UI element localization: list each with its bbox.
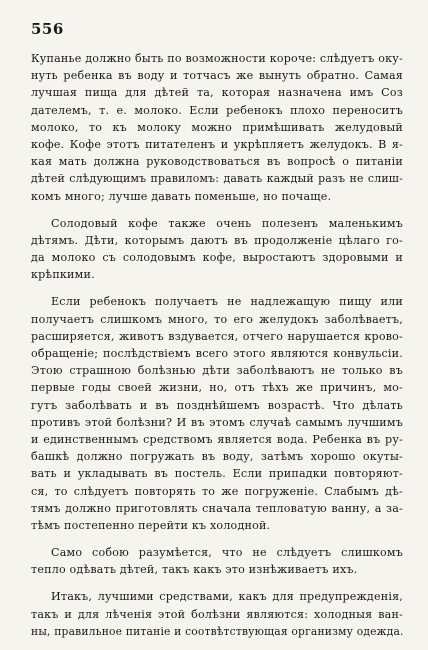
text-line: первые годы своей жизни, но, отъ тѣхъ же причинъ, мо- <box>31 381 403 395</box>
text-line: молоко, то къ молоку можно примѣшивать желудовый <box>31 120 403 134</box>
text-line: дѣтей слѣдующимъ правиломъ: давать каждый разъ не слиш- <box>31 172 403 186</box>
text-line: лучшая пища для дѣтей та, которая назначена имъ Соз <box>31 86 403 100</box>
text-line: нуть ребенка въ воду и тотчасъ же вынуть обратно. Самая <box>31 69 403 83</box>
text-line: башкѣ должно погружать въ воду, затѣмъ хорошо окуты- <box>31 450 403 464</box>
paragraph <box>31 50 403 205</box>
page-body <box>31 50 403 640</box>
text-line: вать и укладывать въ постель. Если припадки повторяют- <box>31 467 403 481</box>
text-line: тѣмъ постепенно перейти къ холодной. <box>31 518 271 532</box>
text-line: ся, то слѣдуетъ повторять то же погруженіе. Слабымъ дѣ- <box>31 484 403 498</box>
text-line: кофе. Кофе этотъ питателенъ и укрѣпляетъ желудокъ. В я- <box>31 137 403 151</box>
text-line: Этою страшною болѣзнью дѣти заболѣваютъ не только въ <box>31 364 403 378</box>
text-line: крѣпкими. <box>31 268 95 282</box>
text-line: Итакъ, лучшими средствами, какъ для предупрежденія, <box>51 590 403 604</box>
text-line: Солодовый кофе также очень полезенъ маленькимъ <box>51 216 403 230</box>
text-line: тепло одѣвать дѣтей, такъ какъ это изнѣживаетъ ихъ. <box>31 563 358 577</box>
text-line: расширяется, животъ вздувается, отчего нарушается крово- <box>31 329 403 343</box>
text-line: Купанье должно быть по возможности короче: слѣдуетъ оку- <box>31 52 403 65</box>
text-line: гутъ заболѣвать и въ позднѣйшемъ возрастѣ. Что дѣлать <box>31 398 403 412</box>
text-line: дателемъ, т. е. молоко. Если ребенокъ плохо переноситъ <box>31 103 403 117</box>
text-line: такъ и для лѣченія этой болѣзни являются: холодныя ван- <box>31 607 403 621</box>
text-line: дѣтямъ. Дѣти, которымъ даютъ въ продолженіе цѣлаго го- <box>31 233 403 247</box>
text-line: противъ этой болѣзни? И въ этомъ случаѣ самымъ лучшимъ <box>31 415 403 429</box>
text-line: ны, правильное питаніе и соотвѣтствующая организму одежда. <box>31 624 404 638</box>
paragraph <box>31 544 403 578</box>
text-line: получаетъ слишкомъ много, то его желудокъ заболѣваетъ, <box>31 312 403 326</box>
paragraph <box>31 215 403 284</box>
page-number: 556 <box>31 20 64 38</box>
text-line: комъ много; лучше давать поменьше, но почаще. <box>31 189 332 203</box>
text-line: Если ребенокъ получаетъ не надлежащую пищу или <box>51 295 403 309</box>
text-line: обращеніе; послѣдствіемъ всего этого являются конвульсіи. <box>31 347 403 360</box>
text-line: да молоко съ солодовымъ кофе, выростаютъ здоровыми и <box>31 251 403 265</box>
paragraph <box>31 293 403 534</box>
text-line: кая мать должна руководствоваться въ вопросѣ о питаніи <box>31 155 403 169</box>
text-line: тямъ должно приготовлять сначала тепловатую ванну, а за- <box>31 501 403 515</box>
text-line: Само собою разумѣется, что не слѣдуетъ слишкомъ <box>51 546 403 560</box>
paragraph <box>31 588 403 640</box>
text-line: и единственнымъ средствомъ является вода. Ребенка въ ру- <box>31 432 403 446</box>
